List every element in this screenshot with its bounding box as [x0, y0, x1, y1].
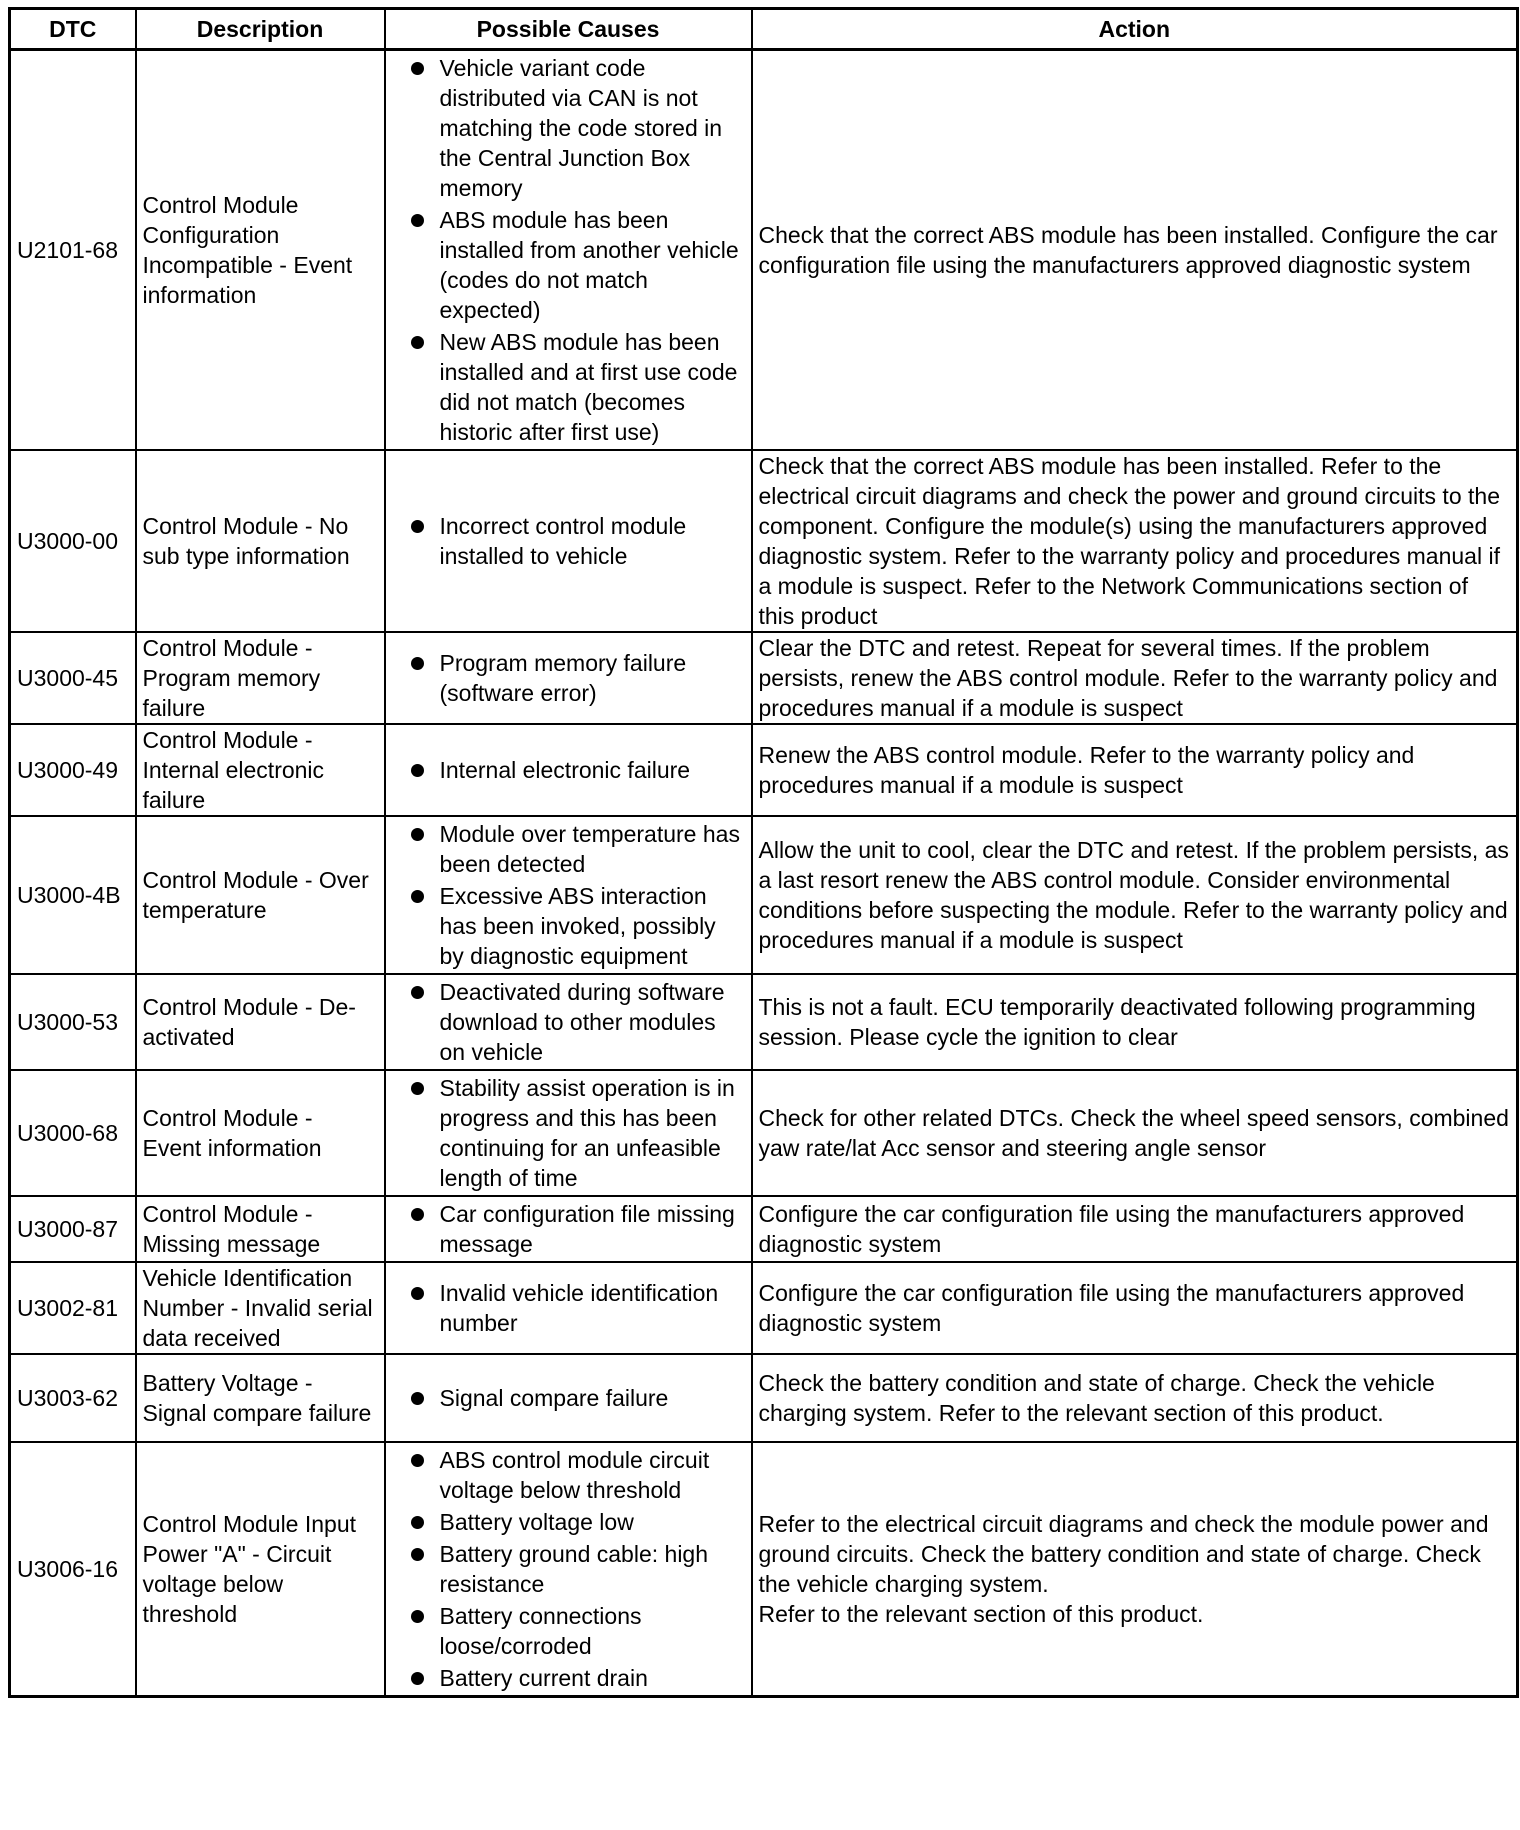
- dtc-description: Control Module Input Power "A" - Circuit voltage below threshold: [136, 1442, 385, 1697]
- dtc-code: U3000-4B: [10, 816, 136, 974]
- causes-list: [392, 53, 745, 447]
- causes-list: [392, 511, 745, 571]
- dtc-description: Control Module - No sub type information: [136, 450, 385, 632]
- possible-causes-cell: [385, 632, 752, 724]
- causes-list: [392, 819, 745, 971]
- cause-item: Module over temperature has been detected: [440, 819, 745, 879]
- dtc-code: U3000-49: [10, 724, 136, 816]
- table-row: [10, 1262, 1518, 1354]
- dtc-code: U2101-68: [10, 50, 136, 451]
- causes-list: [392, 977, 745, 1067]
- cause-item: Incorrect control module installed to vehicle: [440, 511, 745, 571]
- cause-item: ABS module has been installed from another vehicle (codes do not match expected): [440, 205, 745, 325]
- table-body: [10, 50, 1518, 1697]
- table-row: [10, 974, 1518, 1070]
- causes-list: [392, 1278, 745, 1338]
- dtc-action: Check the battery condition and state of charge. Check the vehicle charging system. Refer to the relevant section of this product.: [752, 1354, 1518, 1442]
- cause-item: ABS control module circuit voltage below threshold: [440, 1445, 745, 1505]
- dtc-action: Refer to the electrical circuit diagrams and check the module power and ground circuits. Check the battery condition and state of charge. Check the vehicle charging system. Refer to the relevant section of this product.: [752, 1442, 1518, 1697]
- cause-item: Program memory failure (software error): [440, 648, 745, 708]
- possible-causes-cell: [385, 1196, 752, 1262]
- cause-item: Car configuration file missing message: [440, 1199, 745, 1259]
- dtc-code: U3000-68: [10, 1070, 136, 1196]
- table-row: [10, 1354, 1518, 1442]
- possible-causes-cell: [385, 50, 752, 451]
- header-action: Action: [752, 9, 1518, 50]
- causes-list: [392, 1073, 745, 1193]
- header-description: Description: [136, 9, 385, 50]
- possible-causes-cell: [385, 1070, 752, 1196]
- dtc-description: Control Module - Program memory failure: [136, 632, 385, 724]
- table-row: [10, 450, 1518, 632]
- cause-item: Deactivated during software download to other modules on vehicle: [440, 977, 745, 1067]
- dtc-action: Clear the DTC and retest. Repeat for several times. If the problem persists, renew the ABS control module. Refer to the warranty policy and procedures manual if a module is suspect: [752, 632, 1518, 724]
- dtc-code: U3000-45: [10, 632, 136, 724]
- dtc-description: Vehicle Identification Number - Invalid serial data received: [136, 1262, 385, 1354]
- dtc-action: Configure the car configuration file using the manufacturers approved diagnostic system: [752, 1196, 1518, 1262]
- dtc-action: Configure the car configuration file using the manufacturers approved diagnostic system: [752, 1262, 1518, 1354]
- dtc-code: U3000-87: [10, 1196, 136, 1262]
- dtc-description: Control Module - Over temperature: [136, 816, 385, 974]
- dtc-code: U3000-00: [10, 450, 136, 632]
- dtc-code: U3002-81: [10, 1262, 136, 1354]
- dtc-action: Check for other related DTCs. Check the wheel speed sensors, combined yaw rate/lat Acc sensor and steering angle sensor: [752, 1070, 1518, 1196]
- causes-list: [392, 1383, 745, 1413]
- cause-item: Battery ground cable: high resistance: [440, 1539, 745, 1599]
- dtc-table: [8, 7, 1519, 1698]
- dtc-code: U3000-53: [10, 974, 136, 1070]
- possible-causes-cell: [385, 816, 752, 974]
- table-row: [10, 1442, 1518, 1697]
- dtc-description: Control Module - Event information: [136, 1070, 385, 1196]
- header-possible-causes: Possible Causes: [385, 9, 752, 50]
- possible-causes-cell: [385, 450, 752, 632]
- dtc-action: Check that the correct ABS module has been installed. Configure the car configuration file using the manufacturers approved diagnostic system: [752, 50, 1518, 451]
- dtc-description: Control Module - Internal electronic failure: [136, 724, 385, 816]
- cause-item: Stability assist operation is in progress and this has been continuing for an unfeasible length of time: [440, 1073, 745, 1193]
- cause-item: Internal electronic failure: [440, 755, 745, 785]
- dtc-action: Renew the ABS control module. Refer to the warranty policy and procedures manual if a module is suspect: [752, 724, 1518, 816]
- cause-item: Excessive ABS interaction has been invoked, possibly by diagnostic equipment: [440, 881, 745, 971]
- cause-item: Signal compare failure: [440, 1383, 745, 1413]
- table-row: [10, 1070, 1518, 1196]
- dtc-action: Check that the correct ABS module has been installed. Refer to the electrical circuit diagrams and check the power and ground circuits to the component. Configure the module(s) using the manufacturers approved diagnostic system. Refer to the warranty policy and procedures manual if a module is suspect. Refer to the Network Communications section of this product: [752, 450, 1518, 632]
- dtc-description: Battery Voltage - Signal compare failure: [136, 1354, 385, 1442]
- table-row: [10, 724, 1518, 816]
- possible-causes-cell: [385, 1354, 752, 1442]
- possible-causes-cell: [385, 1442, 752, 1697]
- table-row: [10, 50, 1518, 451]
- dtc-description: Control Module Configuration Incompatible - Event information: [136, 50, 385, 451]
- header-dtc: DTC: [10, 9, 136, 50]
- possible-causes-cell: [385, 724, 752, 816]
- dtc-action: Allow the unit to cool, clear the DTC and retest. If the problem persists, as a last resort renew the ABS control module. Consider environmental conditions before suspecting the module. Refer to the warranty policy and procedures manual if a module is suspect: [752, 816, 1518, 974]
- dtc-description: Control Module - Missing message: [136, 1196, 385, 1262]
- header-row: [10, 9, 1518, 50]
- dtc-code: U3006-16: [10, 1442, 136, 1697]
- cause-item: Vehicle variant code distributed via CAN is not matching the code stored in the Central Junction Box memory: [440, 53, 745, 203]
- causes-list: [392, 1445, 745, 1693]
- possible-causes-cell: [385, 974, 752, 1070]
- cause-item: Battery connections loose/corroded: [440, 1601, 745, 1661]
- dtc-description: Control Module - De-activated: [136, 974, 385, 1070]
- causes-list: [392, 648, 745, 708]
- cause-item: Battery current drain: [440, 1663, 745, 1693]
- cause-item: New ABS module has been installed and at first use code did not match (becomes historic after first use): [440, 327, 745, 447]
- dtc-action: This is not a fault. ECU temporarily deactivated following programming session. Please cycle the ignition to clear: [752, 974, 1518, 1070]
- cause-item: Battery voltage low: [440, 1507, 745, 1537]
- table-row: [10, 632, 1518, 724]
- dtc-code: U3003-62: [10, 1354, 136, 1442]
- causes-list: [392, 755, 745, 785]
- possible-causes-cell: [385, 1262, 752, 1354]
- cause-item: Invalid vehicle identification number: [440, 1278, 745, 1338]
- causes-list: [392, 1199, 745, 1259]
- table-row: [10, 816, 1518, 974]
- table-row: [10, 1196, 1518, 1262]
